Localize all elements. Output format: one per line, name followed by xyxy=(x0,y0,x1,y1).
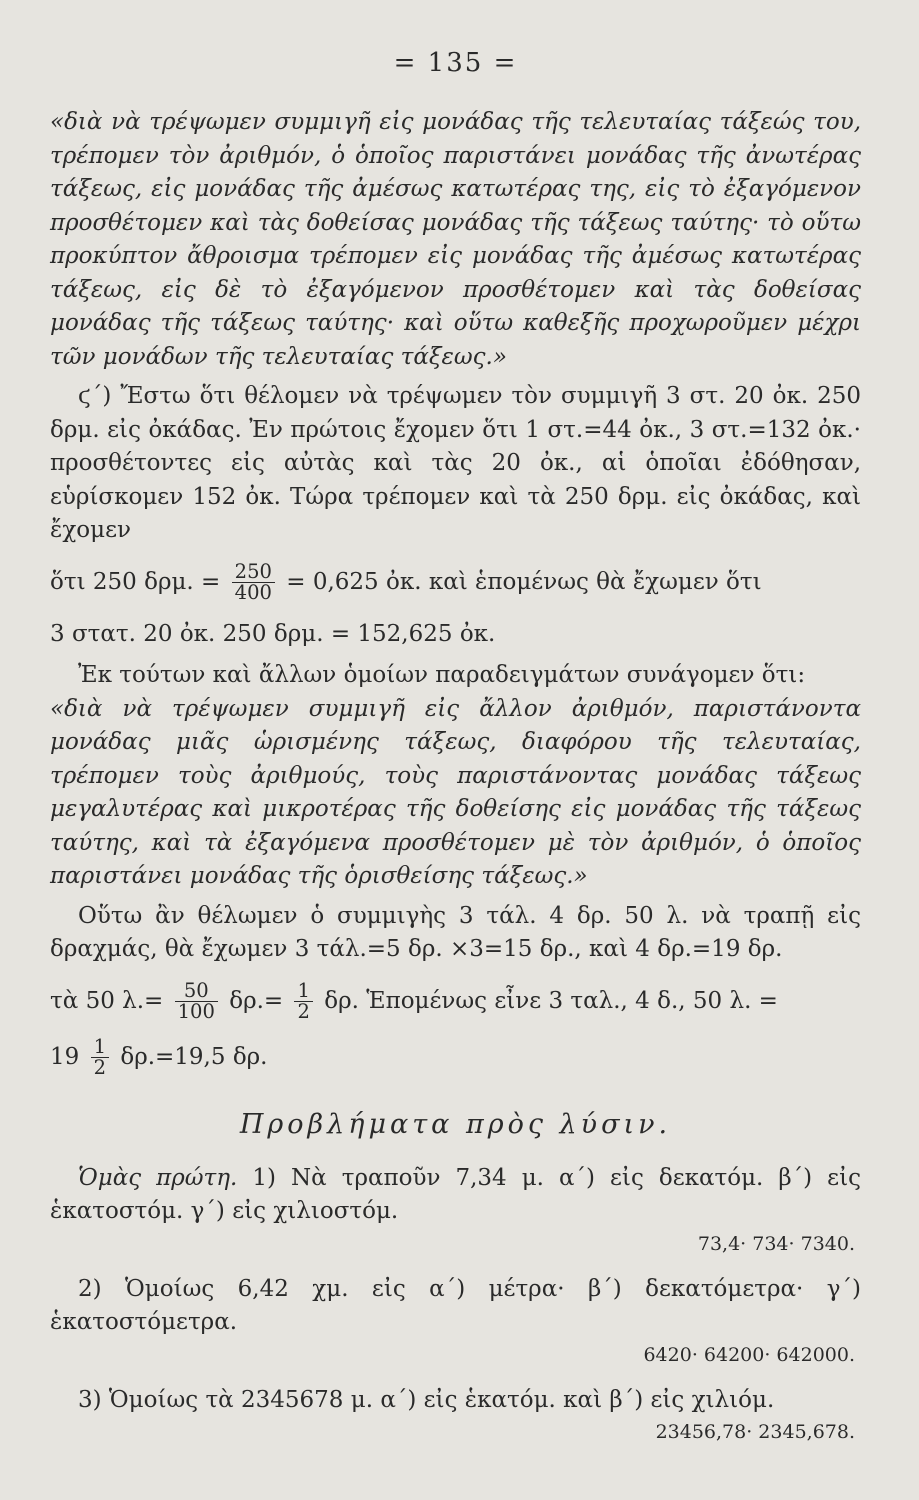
problem-answer: 73,4· 734· 7340. xyxy=(697,1232,855,1255)
example-paragraph: ϛ΄) Ἔστω ὅτι θέλομεν νὰ τρέψωμεν τὸν συμμιγῆ 3 στ. 20 ὀκ. 250 δρμ. εἰς ὀκάδας. Ἐν πρώτοις ἔχομεν ὅτι 1 στ.=44 ὀκ., 3 στ.=132 ὀκ.· προσθέτοντες εἰς αὐτὰς καὶ τὰς 20 ὀκ., αἱ ὁποῖαι ἐδόθησαν, εὑρίσκομεν 152 ὀκ. Τώρα τρέπομεν καὶ τὰ 250 δρμ. εἰς ὀκάδας, καὶ ἔχομεν xyxy=(50,383,861,543)
problem-answer: 6420· 64200· 642000. xyxy=(643,1343,855,1366)
problem-text xyxy=(50,1384,861,1418)
problem-group-label: Ὁμὰς πρώτη. xyxy=(78,1164,238,1191)
problem-body: 2) Ὁμοίως 6,42 χμ. εἰς α΄) μέτρα· β΄) δεκατόμετρα· γ΄) ἑκατοστόμετρα. xyxy=(50,1275,861,1336)
fraction-numerator: 1 xyxy=(294,981,312,1003)
equation-3-part-a: τὰ 50 λ.= xyxy=(50,987,164,1014)
equation-1-after: = 0,625 ὀκ. καὶ ἑπομένως θὰ ἔχωμεν ὅτι xyxy=(286,568,762,595)
problem-answer: 23456,78· 2345,678. xyxy=(655,1421,855,1444)
fraction-1-2 xyxy=(294,978,312,1024)
fraction-numerator: 1 xyxy=(91,1037,109,1059)
problem-item xyxy=(50,1384,861,1448)
fraction-denominator: 400 xyxy=(234,581,272,605)
problem-text xyxy=(50,1273,861,1340)
example-paragraph-2: Οὕτω ἂν θέλωμεν ὁ συμμιγὴς 3 τάλ. 4 δρ. 50 λ. νὰ τραπῇ εἰς δραχμάς, θὰ ἔχωμεν 3 τάλ.=5 δρ. ×3=15 δρ., καὶ 4 δρ.=19 δρ. xyxy=(50,902,861,963)
section-title: Προβλήματα πρὸς λύσιν. xyxy=(239,1108,672,1140)
equation-3-part-c: δρ. Ἑπομένως εἶνε 3 ταλ., 4 δ., 50 λ. = xyxy=(324,987,778,1014)
equation-line-2: 3 στατ. 20 ὀκ. 250 δρμ. = 152,625 ὀκ. xyxy=(50,620,496,647)
page-number: = 135 = xyxy=(393,48,518,78)
equation-line-1 xyxy=(50,559,861,605)
equation-4-whole: 19 xyxy=(50,1043,80,1070)
problem-text xyxy=(50,1162,861,1229)
fraction-numerator: 50 xyxy=(175,981,218,1003)
fraction-denominator: 100 xyxy=(177,1000,215,1024)
fraction-50-100 xyxy=(175,978,218,1024)
fraction-numerator: 250 xyxy=(232,562,275,584)
problem-body: 3) Ὁμοίως τὰ 2345678 μ. α΄) εἰς ἑκατόμ. καὶ β΄) εἰς χιλιόμ. xyxy=(78,1386,775,1413)
fraction-250-400 xyxy=(232,559,275,605)
fraction-denominator: 2 xyxy=(93,1056,107,1080)
equation-4-rest: δρ.=19,5 δρ. xyxy=(120,1043,268,1070)
rule-paragraph-2: «διὰ νὰ τρέψωμεν συμμιγῆ εἰς ἄλλον ἀριθμόν, παριστάνοντα μονάδας μιᾶς ὡρισμένης τάξεως, διαφόρου τῆς τελευταίας, τρέπομεν τοὺς ἀριθμούς, τοὺς παριστάνοντας μονάδας τάξεως μεγαλυτέρας καὶ μικροτέρας τῆς δοθείσης εἰς μονάδας τῆς τάξεως ταύτης, καὶ τὰ ἐξαγόμενα προσθέτομεν μὲ τὸν ἀριθμόν, ὁ ὁποῖος παριστάνει μονάδας τῆς ὁρισθείσης τάξεως.» xyxy=(50,695,861,890)
problem-item xyxy=(50,1273,861,1370)
intro-paragraph-2: Ἐκ τούτων καὶ ἄλλων ὁμοίων παραδειγμάτων συνάγομεν ὅτι: xyxy=(78,662,806,689)
rule-paragraph-1: «διὰ νὰ τρέψωμεν συμμιγῆ εἰς μονάδας τῆς τελευταίας τάξεώς του, τρέπομεν τὸν ἀριθμόν, ὁ ὁποῖος παριστάνει μονάδας τῆς ἀνωτέρας τάξεως, εἰς μονάδας τῆς ἀμέσως κατωτέρας της, εἰς τὸ ἐξαγόμενον προσθέτομεν καὶ τὰς δοθείσας μονάδας τῆς τάξεως ταύτης· τὸ οὕτω προκύπτον ἄθροισμα τρέπομεν εἰς μονάδας τῆς ἀμέσως κατωτέρας τάξεως, εἰς δὲ τὸ ἐξαγόμενον προσθέτομεν καὶ τὰς δοθείσας μονάδας τῆς τάξεως ταύτης· καὶ οὕτω καθεξῆς προχωροῦμεν μέχρι τῶν μονάδων τῆς τελευταίας τάξεως.» xyxy=(50,109,861,370)
equation-line-4 xyxy=(50,1034,861,1080)
equation-3-part-b: δρ.= xyxy=(229,987,284,1014)
fraction-denominator: 2 xyxy=(297,1000,310,1024)
fraction-1-2-mixed xyxy=(91,1034,109,1080)
problem-body: 1) Νὰ τραποῦν 7,34 μ. α΄) εἰς δεκατόμ. β΄) εἰς ἑκατοστόμ. γ΄) εἰς χιλιοστόμ. xyxy=(50,1164,861,1225)
equation-1-before: ὅτι 250 δρμ. = xyxy=(50,568,221,595)
equation-line-3 xyxy=(50,978,861,1024)
problem-item xyxy=(50,1162,861,1259)
problem-list xyxy=(50,1162,861,1448)
